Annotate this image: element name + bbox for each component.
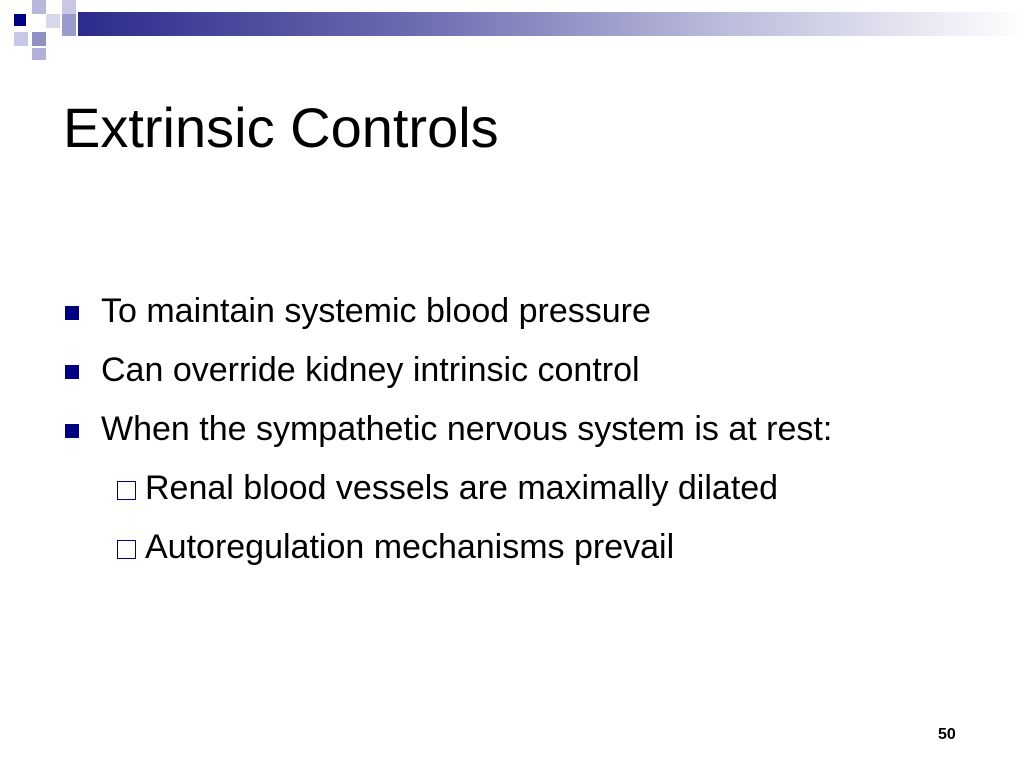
bullet-text: When the sympathetic nervous system is at rest: [101, 410, 833, 448]
bullet-text: Can override kidney intrinsic control [101, 351, 640, 389]
sub-bullet-text: Renal blood vessels are maximally dilated [145, 469, 779, 507]
decor-square [14, 14, 26, 26]
sub-bullet-text: Autoregulation mechanisms prevail [145, 528, 675, 566]
decor-square [32, 48, 46, 60]
decor-square [32, 32, 46, 46]
slide-title: Extrinsic Controls [63, 96, 499, 159]
bullet-item [0, 406, 1024, 452]
bullet-text: To maintain systemic blood pressure [101, 292, 651, 330]
decor-square [14, 32, 28, 46]
filled-square-icon [65, 306, 79, 320]
bullet-item [0, 288, 1024, 334]
sub-bullet-item [0, 524, 1024, 570]
hollow-square-icon [117, 481, 136, 500]
hollow-square-icon [117, 540, 136, 559]
decor-square [62, 0, 76, 14]
filled-square-icon [65, 424, 79, 438]
decor-square [32, 0, 46, 14]
decor-square [62, 14, 76, 36]
bullet-list [0, 288, 1024, 583]
sub-bullet-item [0, 465, 1024, 511]
header-banner [78, 12, 1024, 36]
decor-square [46, 14, 60, 28]
bullet-item [0, 347, 1024, 393]
page-number: 50 [938, 726, 956, 743]
filled-square-icon [65, 365, 79, 379]
